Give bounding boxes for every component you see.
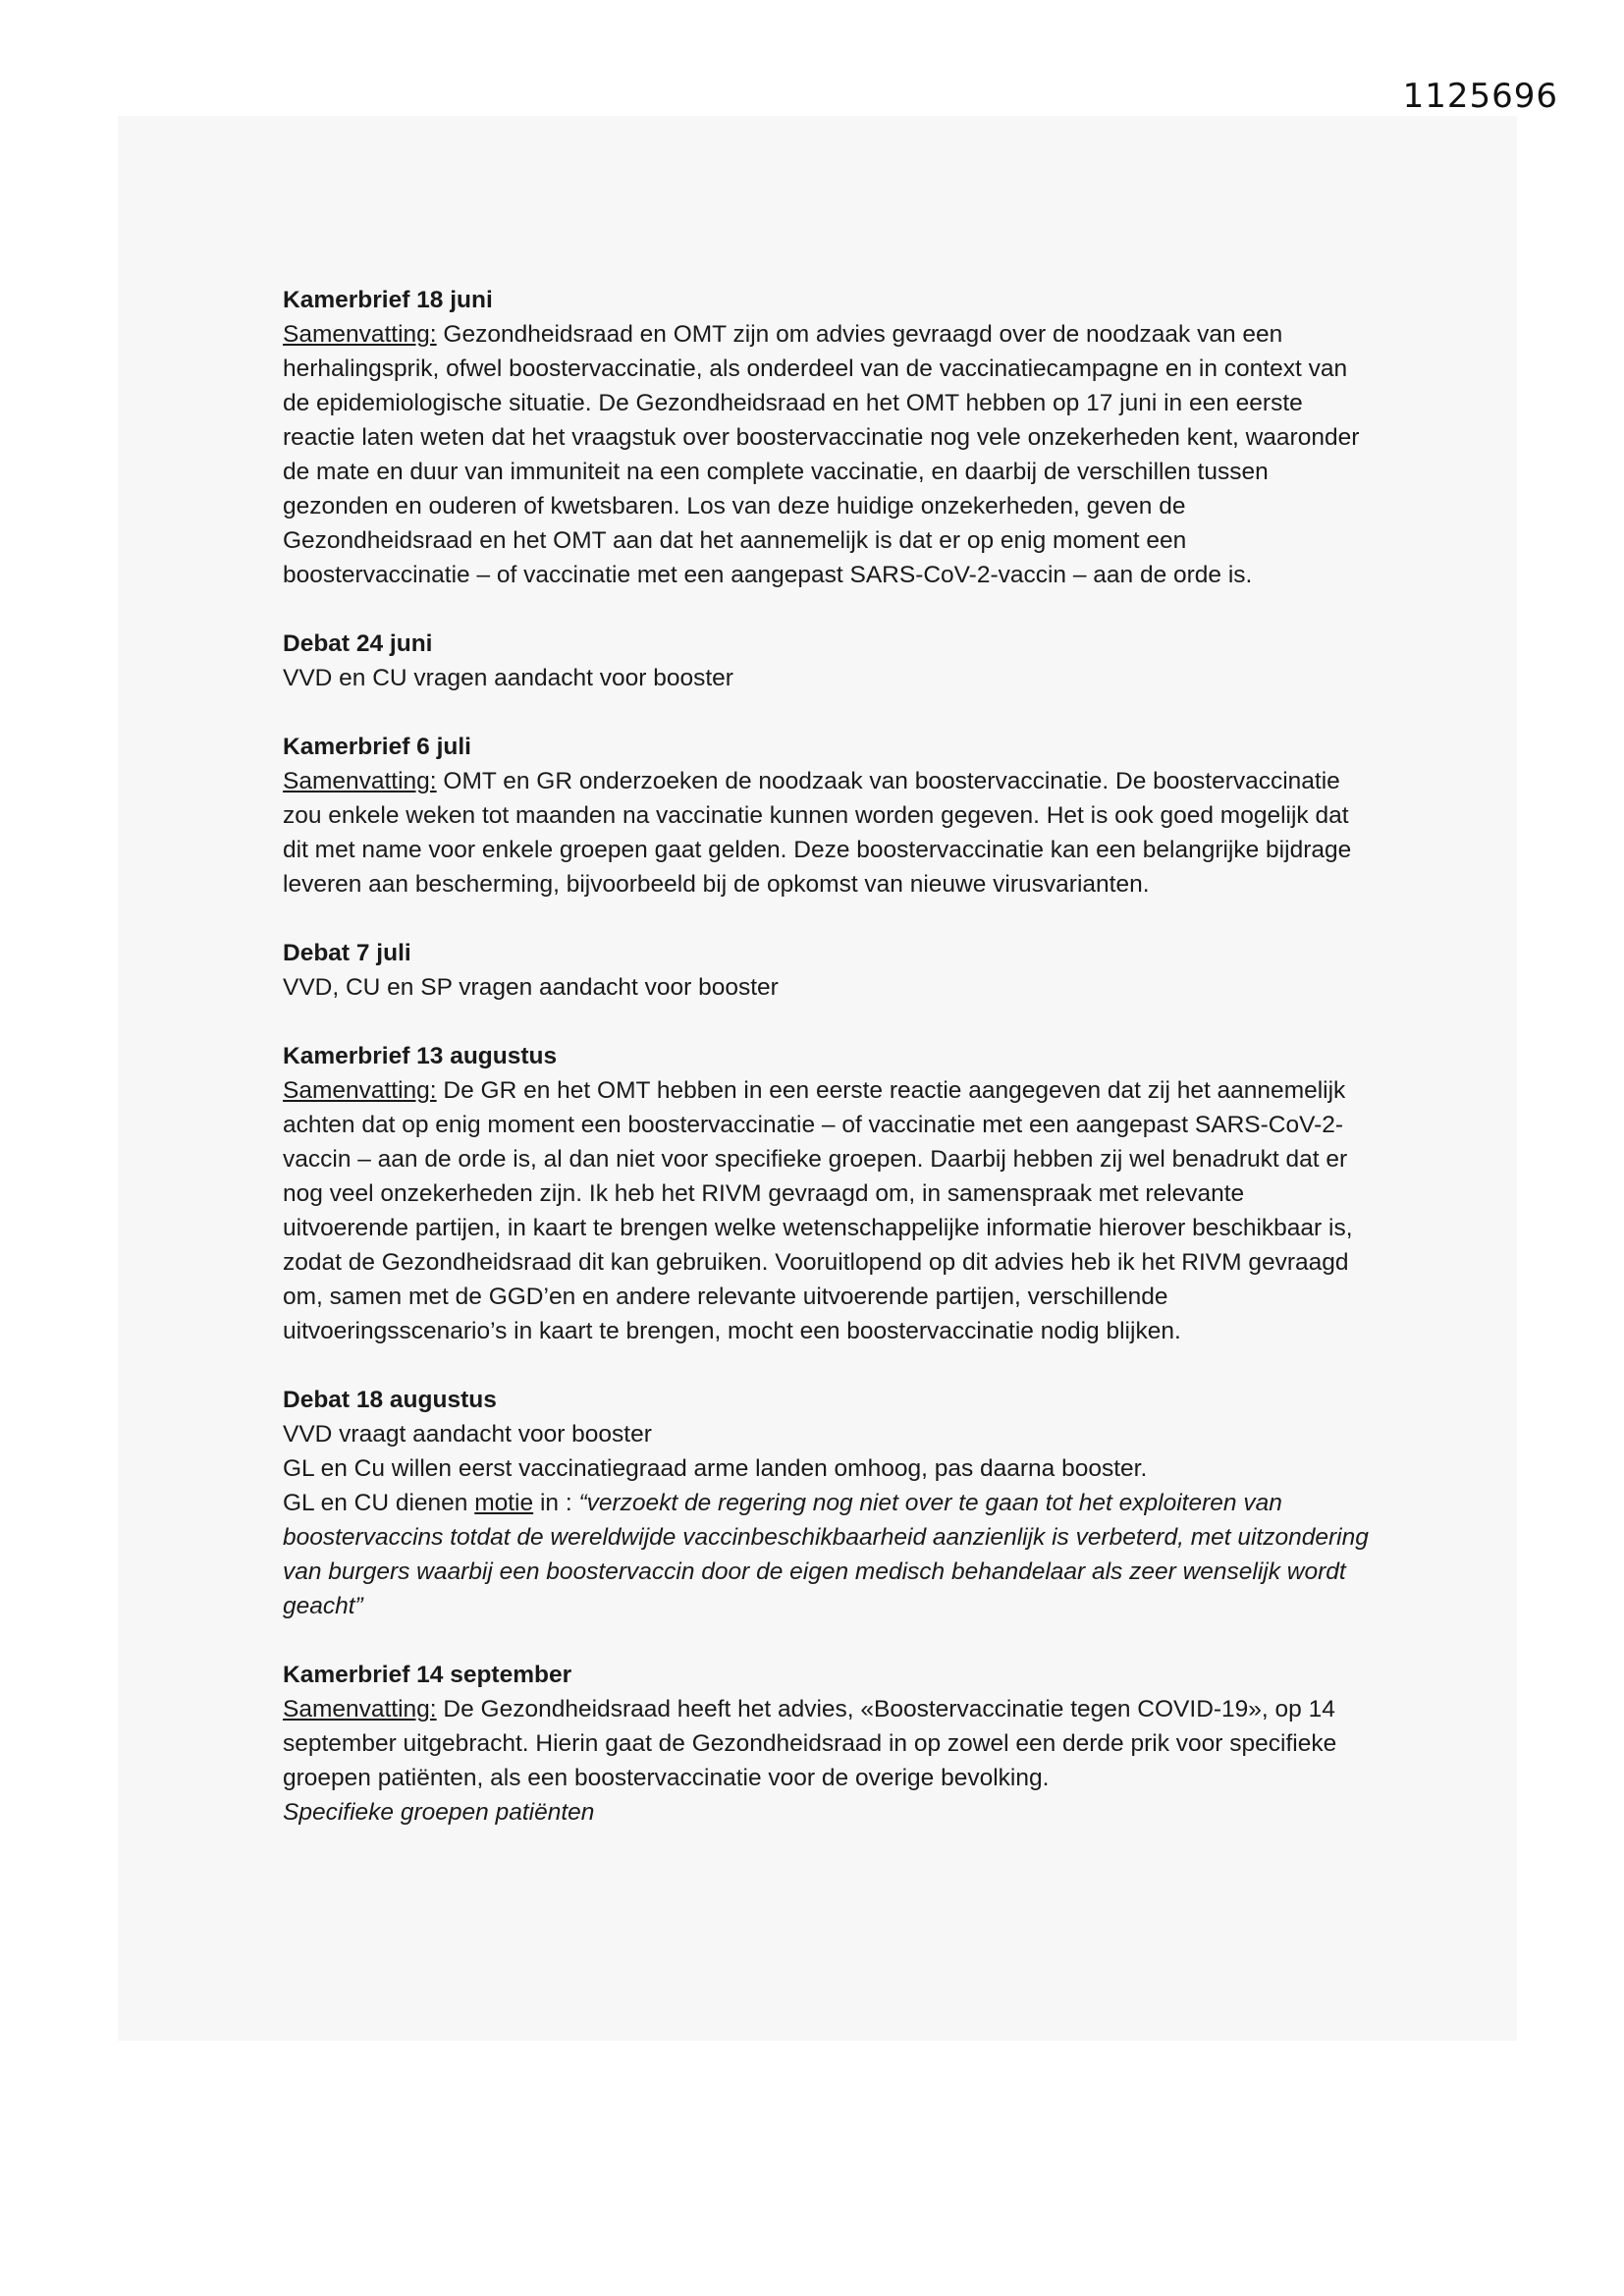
section-heading: Kamerbrief 14 september bbox=[283, 1662, 572, 1688]
section-paragraph bbox=[283, 317, 1373, 592]
motion-middle: in : bbox=[533, 1490, 579, 1516]
section-heading: Debat 24 juni bbox=[283, 630, 433, 657]
debate-line: VVD vraagt aandacht voor booster bbox=[283, 1421, 652, 1448]
section-heading: Kamerbrief 13 augustus bbox=[283, 1043, 558, 1069]
section-debat-24-juni bbox=[283, 627, 1373, 695]
section-paragraph bbox=[283, 764, 1373, 902]
motie-link[interactable]: motie bbox=[474, 1490, 534, 1516]
summary-text: Gezondheidsraad en OMT zijn om advies gevraagd over de noodzaak van een herhalingsprik, ofwel boostervaccinatie, als onderdeel van de vaccinatiecampagne en in context van de epidemiologische situatie. De Gezondheidsraad en het OMT hebben op 17 juni in een eerste reactie laten weten dat het vraagstuk over boostervaccinatie nog vele onzekerheden kent, waaronder de mate en duur van immuniteit na een complete vaccinatie, en daarbij de verschillen tussen gezonden en ouderen of kwetsbaren. Los van deze huidige onzekerheden, geven de Gezondheidsraad en het OMT aan dat het aannemelijk is dat er op enig moment een boostervaccinatie – of vaccinatie met een aangepast SARS-CoV-2-vaccin – aan de orde is. bbox=[283, 321, 1360, 588]
section-debat-18-augustus bbox=[283, 1383, 1373, 1623]
summary-label: Samenvatting: bbox=[283, 1077, 437, 1104]
summary-label: Samenvatting: bbox=[283, 768, 437, 794]
summary-label: Samenvatting: bbox=[283, 1696, 437, 1722]
motion-prefix: GL en CU dienen bbox=[283, 1490, 475, 1516]
section-heading: Debat 7 juli bbox=[283, 940, 411, 966]
section-kamerbrief-6-juli bbox=[283, 730, 1373, 902]
document-body bbox=[283, 283, 1373, 1864]
section-heading: Debat 18 augustus bbox=[283, 1387, 497, 1413]
section-text: VVD en CU vragen aandacht voor booster bbox=[283, 665, 733, 691]
summary-label: Samenvatting: bbox=[283, 321, 437, 348]
subheading-specifieke-groepen: Specifieke groepen patiënten bbox=[283, 1799, 595, 1826]
motion-quote: “verzoekt de regering nog niet over te gaan tot het exploiteren van boostervaccins totdat de wereldwijde vaccinbeschikbaarheid aanzienlijk is verbeterd, met uitzondering van burgers waarbij een boostervaccin door de eigen medisch behandelaar als zeer wenselijk wordt geacht” bbox=[283, 1490, 1369, 1619]
section-kamerbrief-13-augustus bbox=[283, 1039, 1373, 1348]
section-debat-7-juli bbox=[283, 936, 1373, 1005]
debate-line: GL en Cu willen eerst vaccinatiegraad arme landen omhoog, pas daarna booster. bbox=[283, 1455, 1148, 1482]
motion-paragraph bbox=[283, 1486, 1373, 1623]
document-id: 1125696 bbox=[1402, 77, 1558, 116]
section-kamerbrief-18-juni bbox=[283, 283, 1373, 592]
summary-text: De GR en het OMT hebben in een eerste reactie aangegeven dat zij het aannemelijk achten dat op enig moment een boostervaccinatie – of vaccinatie met een aangepast SARS-CoV-2-vaccin – aan de orde is, al dan niet voor specifieke groepen. Daarbij hebben zij wel benadrukt dat er nog veel onzekerheden zijn. Ik heb het RIVM gevraagd om, in samenspraak met relevante uitvoerende partijen, in kaart te brengen welke wetenschappelijke informatie hierover beschikbaar is, zodat de Gezondheidsraad dit kan gebruiken. Vooruitlopend op dit advies heb ik het RIVM gevraagd om, samen met de GGD’en en andere relevante uitvoerende partijen, verschillende uitvoeringsscenario’s in kaart te brengen, mocht een boostervaccinatie nodig blijken. bbox=[283, 1077, 1353, 1344]
section-heading: Kamerbrief 18 juni bbox=[283, 287, 493, 313]
summary-text: OMT en GR onderzoeken de noodzaak van boostervaccinatie. De boostervaccinatie zou enkele weken tot maanden na vaccinatie kunnen worden gegeven. Het is ook goed mogelijk dat dit met name voor enkele groepen gaat gelden. Deze boostervaccinatie kan een belangrijke bijdrage leveren aan bescherming, bijvoorbeeld bij de opkomst van nieuwe virusvarianten. bbox=[283, 768, 1352, 898]
section-paragraph bbox=[283, 1073, 1373, 1348]
section-kamerbrief-14-september bbox=[283, 1658, 1373, 1830]
summary-text: De Gezondheidsraad heeft het advies, «Boostervaccinatie tegen COVID-19», op 14 september uitgebracht. Hierin gaat de Gezondheidsraad in op zowel een derde prik voor specifieke groepen patiënten, als een boostervaccinatie voor de overige bevolking. bbox=[283, 1696, 1337, 1791]
section-text: VVD, CU en SP vragen aandacht voor booster bbox=[283, 974, 779, 1001]
section-heading: Kamerbrief 6 juli bbox=[283, 734, 471, 760]
section-paragraph bbox=[283, 1692, 1373, 1795]
